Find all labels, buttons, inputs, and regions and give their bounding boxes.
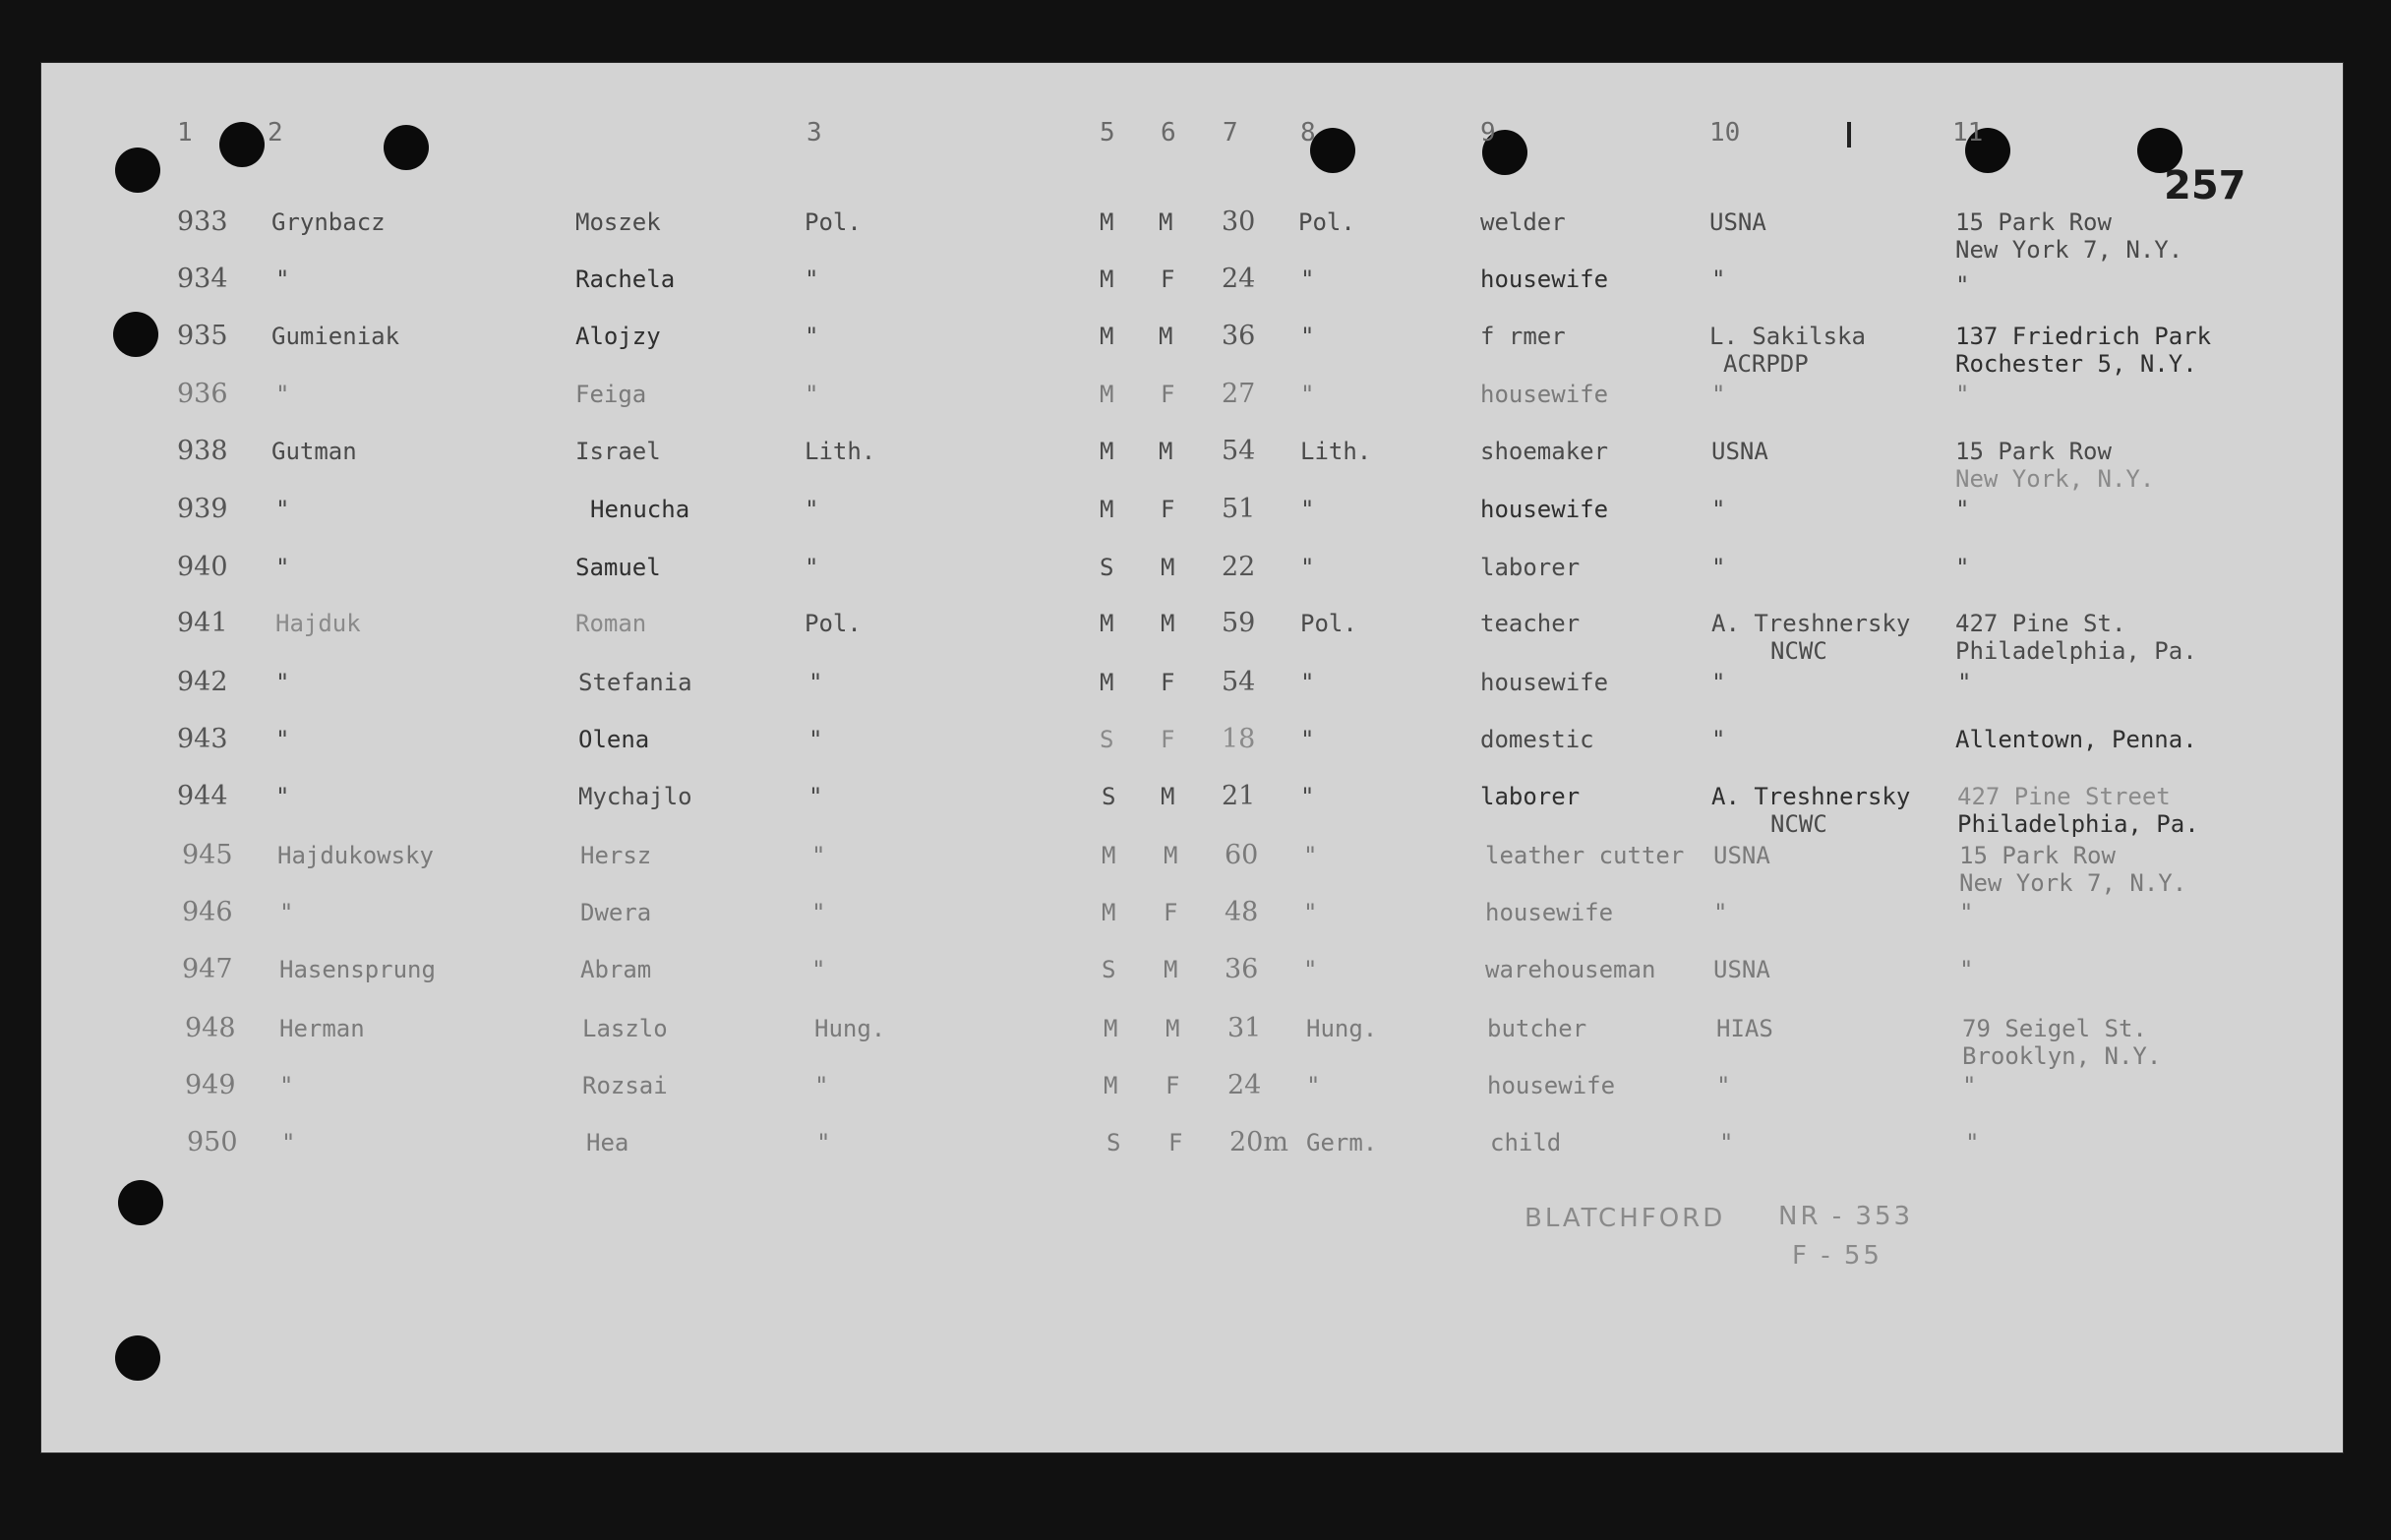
sex: M: [1164, 842, 1178, 869]
ship-name: BLATCHFORD: [1524, 1204, 1726, 1233]
given-name: Laszlo: [582, 1015, 668, 1042]
marital-status: M: [1100, 381, 1114, 408]
table-row: [0, 207, 2391, 264]
entry-number: 950: [187, 1127, 238, 1157]
surname: ": [275, 266, 290, 293]
marital-status: M: [1104, 1015, 1118, 1042]
age: 30: [1222, 207, 1256, 237]
col-header: 7: [1223, 118, 1238, 148]
sex: F: [1161, 496, 1175, 523]
birth-country: ": [1303, 899, 1318, 926]
table-row: [0, 840, 2391, 897]
entry-number: 943: [177, 724, 228, 754]
address-line-2: Brooklyn, N.Y.: [1962, 1042, 2162, 1070]
table-row: [0, 554, 2391, 593]
entry-number: 946: [182, 897, 233, 927]
address: Allentown, Penna.: [1955, 726, 2197, 753]
annotation-line-1: NR - 353: [1778, 1202, 1914, 1231]
birth-country: ": [1300, 496, 1315, 523]
address: 427 Pine St.: [1955, 610, 2126, 637]
sex: F: [1166, 1072, 1180, 1099]
punch-hole: [115, 1335, 160, 1381]
age: 36: [1225, 954, 1259, 984]
table-row: [0, 669, 2391, 708]
surname: Herman: [279, 1015, 365, 1042]
agency: USNA: [1709, 208, 1766, 236]
address: 15 Park Row: [1955, 438, 2112, 465]
given-name: Dwera: [580, 899, 652, 926]
agency: ": [1711, 669, 1726, 696]
marital-status: M: [1100, 323, 1114, 350]
birth-country: Pol.: [1300, 610, 1357, 637]
sex: F: [1161, 669, 1175, 696]
address: ": [1955, 554, 1970, 581]
address-line-2: Philadelphia, Pa.: [1957, 810, 2199, 838]
age: 22: [1222, 552, 1256, 582]
nationality: ": [814, 1072, 829, 1099]
entry-number: 941: [177, 608, 228, 638]
nationality: ": [805, 266, 819, 293]
surname: Grynbacz: [271, 208, 386, 236]
address: ": [1957, 669, 1972, 696]
col-header: 1: [177, 118, 193, 148]
surname: Hajdukowsky: [277, 842, 434, 869]
address: 79 Seigel St.: [1962, 1015, 2147, 1042]
table-row: [0, 381, 2391, 420]
given-name: Rachela: [575, 266, 676, 293]
punch-hole: [384, 125, 429, 170]
occupation: f rmer: [1480, 323, 1566, 350]
address-line-2: New York 7, N.Y.: [1955, 236, 2183, 264]
annotation-line-2: F - 55: [1792, 1241, 1883, 1271]
entry-number: 935: [177, 321, 228, 351]
birth-country: ": [1300, 323, 1315, 350]
age: 51: [1222, 494, 1256, 524]
birth-country: ": [1306, 1072, 1321, 1099]
marital-status: S: [1102, 956, 1116, 983]
surname: ": [275, 726, 290, 753]
age: 27: [1222, 379, 1256, 409]
occupation: domestic: [1480, 726, 1594, 753]
age: 21: [1222, 781, 1256, 811]
table-row: [0, 956, 2391, 995]
nationality: ": [805, 323, 819, 350]
occupation: welder: [1480, 208, 1566, 236]
nationality: ": [808, 783, 823, 810]
agency: USNA: [1711, 438, 1768, 465]
marital-status: M: [1100, 208, 1114, 236]
agency: A. Treshnersky: [1711, 783, 1911, 810]
address: 15 Park Row: [1959, 842, 2116, 869]
sex: F: [1161, 381, 1175, 408]
given-name: Israel: [575, 438, 661, 465]
occupation: housewife: [1480, 381, 1609, 408]
entry-number: 947: [182, 954, 233, 984]
given-name: Stefania: [578, 669, 692, 696]
punch-hole: [1310, 128, 1355, 173]
given-name: Hersz: [580, 842, 652, 869]
marital-status: M: [1100, 266, 1114, 293]
table-row: [0, 321, 2391, 378]
marital-status: M: [1102, 842, 1116, 869]
entry-number: 936: [177, 379, 228, 409]
given-name: Abram: [580, 956, 652, 983]
nationality: ": [805, 381, 819, 408]
address: 427 Pine Street: [1957, 783, 2171, 810]
birth-country: ": [1303, 956, 1318, 983]
col-header: 3: [807, 118, 822, 148]
address-line-2: Rochester 5, N.Y.: [1955, 350, 2197, 378]
age: 54: [1222, 436, 1256, 466]
given-name: Moszek: [575, 208, 661, 236]
marital-status: S: [1100, 726, 1114, 753]
entry-number: 933: [177, 207, 228, 237]
table-row: [0, 1129, 2391, 1168]
table-row: [0, 436, 2391, 493]
agency-line-2: NCWC: [1770, 637, 1827, 665]
sex: M: [1164, 956, 1178, 983]
agency: USNA: [1713, 842, 1770, 869]
nationality: Lith.: [805, 438, 876, 465]
table-row: [0, 1013, 2391, 1070]
agency: ": [1716, 1072, 1731, 1099]
address-line-2: New York, N.Y.: [1955, 465, 2155, 493]
col-header: 10: [1709, 118, 1741, 148]
occupation: housewife: [1487, 1072, 1616, 1099]
nationality: ": [805, 554, 819, 581]
address: ": [1962, 1072, 1977, 1099]
address: ": [1955, 496, 1970, 523]
sex: M: [1161, 554, 1175, 581]
nationality: ": [816, 1129, 831, 1156]
table-row: [0, 496, 2391, 535]
given-name: Olena: [578, 726, 650, 753]
occupation: housewife: [1480, 496, 1609, 523]
nationality: ": [808, 726, 823, 753]
occupation: leather cutter: [1485, 842, 1685, 869]
agency-line-2: ACRPDP: [1723, 350, 1809, 378]
given-name: Hea: [586, 1129, 629, 1156]
address: 137 Friedrich Park: [1955, 323, 2212, 350]
table-row: [0, 1072, 2391, 1111]
col-header: 8: [1300, 118, 1316, 148]
nationality: ": [805, 496, 819, 523]
occupation: teacher: [1480, 610, 1581, 637]
col-header: 11: [1952, 118, 1984, 148]
table-row: [0, 899, 2391, 938]
occupation: child: [1490, 1129, 1562, 1156]
given-name: Rozsai: [582, 1072, 668, 1099]
nationality: ": [811, 956, 826, 983]
agency: L. Sakilska: [1709, 323, 1866, 350]
age: 24: [1227, 1070, 1262, 1100]
occupation: shoemaker: [1480, 438, 1609, 465]
given-name: Mychajlo: [578, 783, 692, 810]
given-name: Samuel: [575, 554, 661, 581]
marital-status: M: [1100, 669, 1114, 696]
address: ": [1959, 899, 1974, 926]
birth-country: Germ.: [1306, 1129, 1378, 1156]
col-header: 5: [1100, 118, 1115, 148]
birth-country: ": [1300, 726, 1315, 753]
age: 54: [1222, 667, 1256, 697]
age: 48: [1225, 897, 1259, 927]
surname: ": [275, 554, 290, 581]
entry-number: 938: [177, 436, 228, 466]
age: 24: [1222, 264, 1256, 294]
surname: Hasensprung: [279, 956, 436, 983]
birth-country: ": [1300, 554, 1315, 581]
sex: F: [1161, 726, 1175, 753]
marital-status: M: [1100, 438, 1114, 465]
entry-number: 942: [177, 667, 228, 697]
entry-number: 949: [185, 1070, 236, 1100]
marital-status: S: [1100, 554, 1114, 581]
agency: ": [1711, 554, 1726, 581]
birth-country: ": [1303, 842, 1318, 869]
col-header: 2: [268, 118, 283, 148]
age: 60: [1225, 840, 1259, 870]
nationality: Pol.: [805, 610, 862, 637]
sex: M: [1159, 323, 1173, 350]
agency: HIAS: [1716, 1015, 1773, 1042]
col-header: 6: [1161, 118, 1176, 148]
birth-country: ": [1300, 669, 1315, 696]
entry-number: 934: [177, 264, 228, 294]
occupation: warehouseman: [1485, 956, 1656, 983]
age: 36: [1222, 321, 1256, 351]
sex: M: [1159, 438, 1173, 465]
marital-status: M: [1100, 610, 1114, 637]
surname: Hajduk: [275, 610, 361, 637]
sex: M: [1159, 208, 1173, 236]
age: 20m: [1229, 1127, 1288, 1157]
tick-mark: [1847, 122, 1851, 148]
page-number: 257: [2164, 163, 2246, 208]
marital-status: S: [1102, 783, 1116, 810]
surname: ": [275, 669, 290, 696]
entry-number: 945: [182, 840, 233, 870]
table-row: [0, 266, 2391, 305]
birth-country: Lith.: [1300, 438, 1372, 465]
address: ": [1955, 271, 1970, 299]
occupation: laborer: [1480, 783, 1581, 810]
address: 15 Park Row: [1955, 208, 2112, 236]
sex: F: [1164, 899, 1178, 926]
nationality: ": [811, 842, 826, 869]
address: ": [1965, 1129, 1980, 1156]
sex: M: [1161, 783, 1175, 810]
surname: Gutman: [271, 438, 357, 465]
surname: ": [281, 1129, 296, 1156]
agency-line-2: NCWC: [1770, 810, 1827, 838]
age: 31: [1227, 1013, 1262, 1043]
surname: ": [279, 899, 294, 926]
birth-country: ": [1300, 783, 1315, 810]
nationality: ": [808, 669, 823, 696]
entry-number: 948: [185, 1013, 236, 1043]
marital-status: M: [1104, 1072, 1118, 1099]
given-name: Alojzy: [575, 323, 661, 350]
occupation: housewife: [1480, 266, 1609, 293]
punch-hole: [115, 148, 160, 193]
entry-number: 944: [177, 781, 228, 811]
punch-hole: [118, 1180, 163, 1225]
occupation: housewife: [1485, 899, 1614, 926]
agency: ": [1713, 899, 1728, 926]
nationality: Hung.: [814, 1015, 886, 1042]
agency: USNA: [1713, 956, 1770, 983]
occupation: butcher: [1487, 1015, 1587, 1042]
age: 59: [1222, 608, 1256, 638]
sex: M: [1161, 610, 1175, 637]
birth-country: ": [1300, 381, 1315, 408]
given-name: Roman: [575, 610, 647, 637]
birth-country: Hung.: [1306, 1015, 1378, 1042]
table-row: [0, 781, 2391, 838]
punch-hole: [219, 122, 265, 167]
surname: Gumieniak: [271, 323, 400, 350]
table-row: [0, 608, 2391, 665]
surname: ": [275, 783, 290, 810]
occupation: laborer: [1480, 554, 1581, 581]
col-header: 9: [1480, 118, 1496, 148]
nationality: ": [811, 899, 826, 926]
agency: ": [1711, 726, 1726, 753]
nationality: Pol.: [805, 208, 862, 236]
birth-country: ": [1300, 266, 1315, 293]
surname: ": [275, 496, 290, 523]
given-name: Henucha: [590, 496, 690, 523]
address: ": [1959, 956, 1974, 983]
address-line-2: New York 7, N.Y.: [1959, 869, 2187, 897]
table-row: [0, 726, 2391, 765]
marital-status: M: [1100, 496, 1114, 523]
marital-status: S: [1106, 1129, 1121, 1156]
sex: M: [1166, 1015, 1180, 1042]
address: ": [1955, 381, 1970, 408]
marital-status: M: [1102, 899, 1116, 926]
surname: ": [279, 1072, 294, 1099]
entry-number: 940: [177, 552, 228, 582]
entry-number: 939: [177, 494, 228, 524]
given-name: Feiga: [575, 381, 647, 408]
address-line-2: Philadelphia, Pa.: [1955, 637, 2197, 665]
agency: ": [1719, 1129, 1734, 1156]
birth-country: Pol.: [1298, 208, 1355, 236]
age: 18: [1222, 724, 1256, 754]
sex: F: [1161, 266, 1175, 293]
surname: ": [275, 381, 290, 408]
occupation: housewife: [1480, 669, 1609, 696]
agency: ": [1711, 266, 1726, 293]
agency: ": [1711, 496, 1726, 523]
agency: ": [1711, 381, 1726, 408]
sex: F: [1168, 1129, 1183, 1156]
agency: A. Treshnersky: [1711, 610, 1911, 637]
